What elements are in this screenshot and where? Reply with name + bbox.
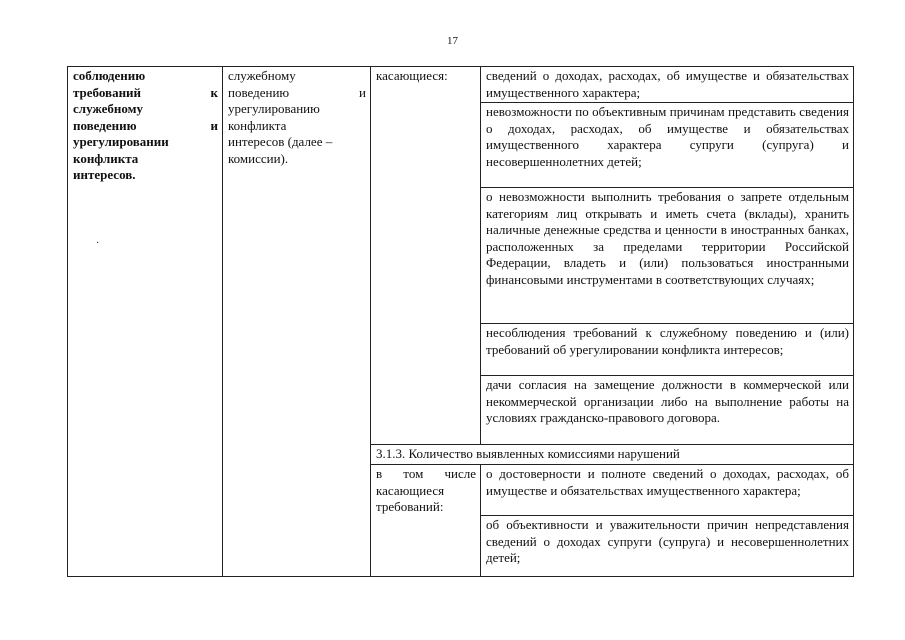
col2-line: урегулированию	[228, 101, 320, 116]
col2-line: конфликта	[228, 117, 287, 133]
col1-line: конфликта	[73, 150, 139, 166]
list-item: сведений о доходах, расходах, об имуществе и обязательствах имущественного характера;	[481, 67, 854, 103]
criterion-cell	[68, 67, 223, 577]
col2-line: служебному	[228, 68, 296, 83]
list-item: несоблюдения требований к служебному поведению и (или) требований об урегулировании конфликта интересов;	[481, 324, 854, 376]
col1-line: интересов.	[73, 167, 136, 182]
list-item: об объективности и уважительности причин непредставления сведений о доходах супруги (супруга) и несовершеннолетних детей;	[481, 516, 854, 577]
col2-line: комиссии).	[228, 150, 289, 166]
scan-speck: ·	[96, 238, 100, 249]
col1-line: требований к	[73, 84, 218, 100]
section-heading: 3.1.3. Количество выявленных комиссиями нарушений	[371, 445, 854, 465]
list-item: дачи согласия на замещение должности в коммерческой или некоммерческой организации либо на выполнение работы на условиях гражданско-правового договора.	[481, 376, 854, 445]
col1-line: урегулировании	[73, 134, 169, 149]
including-cell: в том числе касающиеся требований:	[371, 465, 481, 577]
list-item: о достоверности и полноте сведений о доходах, расходах, об имуществе и обязательствах имущественного характера;	[481, 465, 854, 516]
col1-line: соблюдению	[73, 68, 146, 83]
description-cell	[223, 67, 371, 577]
page-number: 17	[447, 35, 458, 47]
col1-line: служебному	[73, 101, 144, 116]
col2-line: поведению и	[228, 84, 366, 100]
list-item: о невозможности выполнить требования о запрете отдельным категориям лиц открывать и иметь счета (вклады), хранить наличные денежные средства и ценности в иностранных банках, расположенных за пределами территории Российской Федерации, владеть и (или) пользоваться иностранными финансовыми инструментами в соответствующих случаях;	[481, 188, 854, 324]
concerning-cell: касающиеся:	[371, 67, 481, 445]
col1-line: поведению и	[73, 117, 218, 133]
report-table	[67, 66, 854, 577]
col2-line: интересов (далее –	[228, 134, 333, 149]
list-item: невозможности по объективным причинам представить сведения о доходах, расходах, об имуществе и обязательствах имущественного характера супруги (супруга) и несовершеннолетних детей;	[481, 103, 854, 188]
